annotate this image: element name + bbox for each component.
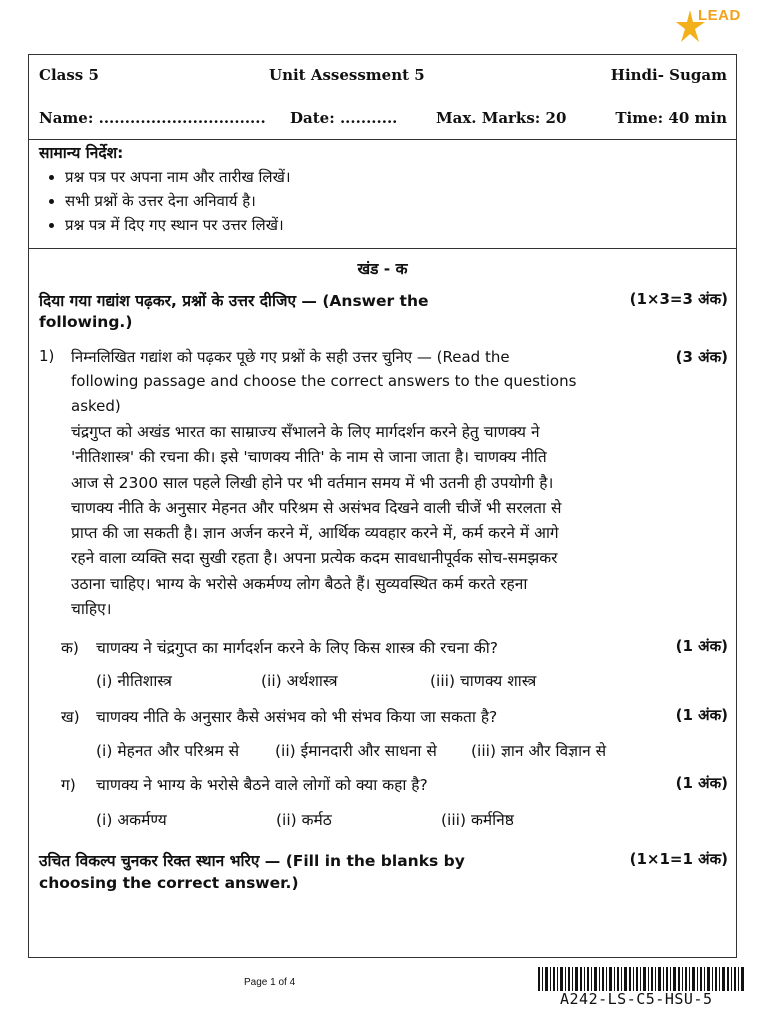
page-number: Page 1 of 4 [244,977,296,988]
question-paper-frame [28,54,737,958]
subquestion-marks: (1 अंक) [675,637,728,655]
option: (i) मेहनत और परिश्रम से [96,742,240,760]
question-text: asked) [71,397,121,415]
lead-logo [676,4,766,48]
question-text: following passage and choose the correct answers to the questions [71,372,577,390]
subquestion-text: चाणक्य नीति के अनुसार कैसे असंभव को भी संभव किया जा सकता है? [96,708,498,726]
passage [71,420,651,622]
subject-label: Hindi- Sugam [610,66,727,84]
option: (ii) अर्थशास्त्र [261,672,338,690]
class-label: Class 5 [39,66,99,84]
option: (i) अकर्मण्य [96,811,167,829]
assessment-title: Unit Assessment 5 [269,66,425,84]
instructions-title: सामान्य निर्देश: [39,144,124,162]
section-heading-cont: choosing the correct answer.) [39,874,299,892]
passage-line: प्राप्त की जा सकती है। ज्ञान अर्जन करने में, आर्थिक व्यवहार करने में, कर्म करने में आगे [71,524,559,543]
option: (iii) कर्मनिष्ठ [441,811,514,829]
option: (iii) चाणक्य शास्त्र [430,672,537,690]
subquestion-marks: (1 अंक) [675,774,728,792]
section-heading: दिया गया गद्यांश पढ़कर, प्रश्नों के उत्तर दीजिए — (Answer the [39,292,429,310]
subquestion-marks: (1 अंक) [675,706,728,724]
subquestion-label: क) [61,639,79,657]
divider [29,139,736,140]
subquestion-text: चाणक्य ने भाग्य के भरोसे बैठने वाले लोगों को क्या कहा है? [96,776,428,794]
logo-text: LEAD [698,7,741,24]
passage-line: 'नीतिशास्त्र' की रचना की। इसे 'चाणक्य नीति' के नाम से जाना जाता है। चाणक्य नीति [71,448,547,467]
option: (iii) ज्ञान और विज्ञान से [471,742,607,760]
section-marks: (1×3=3 अंक) [629,290,728,308]
max-marks: Max. Marks: 20 [436,109,567,127]
instruction-item: • प्रश्न पत्र पर अपना नाम और तारीख लिखें। [65,165,291,189]
subquestion-label: ग) [61,776,76,794]
section-marks: (1×1=1 अंक) [629,850,728,868]
passage-line: रहने वाला व्यक्ति सदा सुखी रहता है। अपना प्रत्येक कदम सावधानीपूर्वक सोच-समझकर [71,549,558,568]
option: (ii) ईमानदारी और साधना से [275,742,437,760]
passage-line: चाणक्य नीति के अनुसार मेहनत और परिश्रम से असंभव दिखने वाली चीजें भी सरलता से [71,498,562,517]
subquestion-label: ख) [61,708,80,726]
passage-line: आज से 2300 साल पहले लिखी होने पर भी वर्तमान समय में भी उतनी ही उपयोगी है। [71,473,554,492]
passage-line: चंद्रगुप्त को अखंड भारत का साम्राज्य सँभालने के लिए मार्गदर्शन करने हेतु चाणक्य ने [71,423,540,441]
instruction-item: • प्रश्न पत्र में दिए गए स्थान पर उत्तर लिखें। [65,213,291,237]
name-field: Name: ................................ [39,109,266,127]
section-heading-cont: following.) [39,313,133,331]
question-text: निम्नलिखित गद्यांश को पढ़कर पूछे गए प्रश्नों के सही उत्तर चुनिए — (Read the [71,348,510,366]
passage-line: चाहिए। [71,600,112,619]
barcode [538,967,744,991]
question-marks: (3 अंक) [675,348,728,366]
passage-line: उठाना चाहिए। भाग्य के भरोसे अकर्मण्य लोग बैठते हैं। सुव्यवस्थित कर्म करते रहना [71,574,528,593]
subquestion-text: चाणक्य ने चंद्रगुप्त का मार्गदर्शन करने के लिए किस शास्त्र की रचना की? [96,639,499,657]
question-number: 1) [39,347,55,365]
instruction-item: • सभी प्रश्नों के उत्तर देना अनिवार्य है। [65,189,291,213]
section-heading: उचित विकल्प चुनकर रिक्त स्थान भरिए — (Fill in the blanks by [39,852,465,870]
section-title: खंड - क [357,260,408,278]
instructions-list [43,165,291,237]
time-allowed: Time: 40 min [615,109,727,127]
option: (i) नीतिशास्त्र [96,672,172,690]
paper-code: A242-LS-C5-HSU-5 [560,990,713,1008]
option: (ii) कर्मठ [276,811,332,829]
divider [29,248,736,249]
date-field: Date: ........... [290,109,398,127]
